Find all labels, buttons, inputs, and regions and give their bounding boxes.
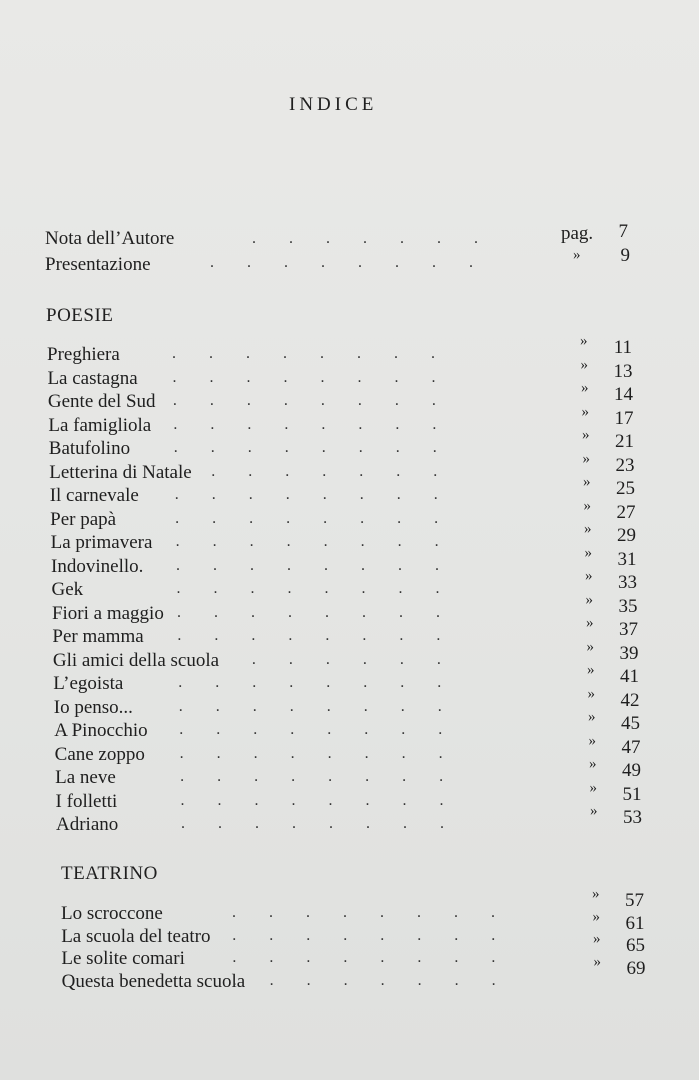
entry-label: A Pinocchio	[54, 720, 148, 741]
dot-leader: ........	[177, 627, 474, 644]
dot-leader: ........	[176, 556, 473, 574]
dot-leader: ........	[173, 439, 470, 456]
dot-leader: ........	[180, 768, 477, 785]
ditto-mark: »	[593, 931, 601, 947]
page-number: 27	[616, 501, 636, 523]
entry-label: La scuola del teatro	[61, 925, 211, 947]
ditto-mark: »	[580, 356, 588, 373]
dot-leader: ........	[172, 368, 469, 386]
ditto-mark: »	[588, 709, 596, 725]
entry-label: La primavera	[50, 532, 153, 553]
toc-entry	[0, 615, 699, 650]
entry-label: Fiori a maggio	[51, 602, 164, 624]
toc-entry	[0, 568, 699, 603]
page-prefix: pag.	[561, 223, 594, 244]
page-number: 42	[620, 689, 640, 711]
ditto-mark: »	[582, 427, 590, 443]
toc-entry	[0, 245, 699, 278]
entry-label: Il carnevale	[49, 485, 139, 506]
ditto-mark: »	[585, 568, 593, 584]
page-number: 35	[618, 595, 638, 617]
page-number: 31	[617, 548, 637, 570]
ditto-mark: »	[584, 521, 592, 537]
ditto-mark: »	[573, 247, 581, 263]
ditto-mark: »	[582, 450, 590, 467]
ditto-mark: »	[585, 591, 593, 608]
entry-label: La neve	[55, 767, 116, 788]
page-number: 65	[626, 935, 645, 956]
ditto-mark: »	[581, 380, 589, 396]
ditto-mark: »	[581, 403, 589, 420]
ditto-mark: »	[586, 615, 594, 631]
entry-label: I folletti	[55, 790, 118, 812]
ditto-mark: »	[583, 497, 591, 514]
entry-label: La castagna	[47, 367, 138, 389]
dot-leader: ........	[232, 971, 529, 989]
entry-label: La famigliola	[48, 414, 152, 436]
entry-label: L’egoista	[53, 673, 124, 694]
dot-leader: .......	[252, 230, 511, 247]
ditto-mark: »	[583, 474, 591, 490]
dot-leader: ........	[210, 254, 506, 271]
ditto-mark: »	[584, 544, 592, 561]
toc-entry	[0, 591, 699, 627]
page-number: 41	[620, 666, 639, 687]
toc-entry	[0, 803, 699, 838]
entry-label: Questa benedetta scuola	[61, 970, 246, 992]
entry-label: Gente del Sud	[47, 391, 156, 412]
dot-leader: ........	[178, 674, 475, 691]
dot-leader: ........	[176, 603, 473, 621]
ditto-mark: »	[592, 908, 600, 925]
page-number: 69	[626, 957, 646, 979]
dot-leader: ........	[179, 721, 476, 738]
dot-leader: ........	[177, 650, 474, 668]
dot-leader: ........	[173, 415, 470, 433]
toc-entry	[0, 521, 699, 556]
entry-label: Nota dell’Autore	[45, 228, 175, 249]
entry-label: Per papà	[50, 508, 117, 530]
section-heading-teatrino: TEATRINO	[61, 863, 158, 884]
entry-label: Gek	[51, 579, 84, 600]
page-number: 11	[613, 337, 632, 358]
ditto-mark: »	[589, 756, 597, 772]
dot-leader: ........	[175, 533, 472, 550]
toc-entry	[0, 544, 699, 580]
dot-leader: ........	[178, 697, 475, 715]
dot-leader: ........	[174, 462, 471, 480]
page-number: 53	[623, 807, 642, 828]
page-number: 9	[620, 245, 630, 266]
entry-label: Lo scroccone	[61, 903, 163, 924]
entry-label: Indovinello.	[51, 555, 144, 577]
index-title: INDICE	[289, 94, 378, 115]
ditto-mark: »	[590, 803, 598, 819]
dot-leader: ........	[174, 486, 471, 503]
entry-label: Cane zoppo	[54, 743, 145, 765]
entry-label: Io penso...	[53, 696, 133, 718]
dot-leader: ........	[180, 791, 477, 809]
entry-label: Adriano	[56, 814, 119, 835]
entry-label: Per mamma	[52, 626, 144, 647]
page-number: 51	[622, 783, 642, 805]
entry-label: Le solite comari	[61, 948, 185, 969]
page-number: 13	[613, 360, 633, 382]
page-number: 39	[619, 642, 639, 664]
entry-label: Gli amici della scuola	[52, 649, 220, 671]
page-number: 33	[618, 572, 637, 593]
page-number: 25	[616, 478, 635, 499]
page-number: 29	[617, 525, 636, 546]
section-heading-poesie: POESIE	[46, 305, 114, 326]
ditto-mark: »	[588, 732, 596, 749]
dot-leader: ........	[172, 345, 468, 362]
ditto-mark: »	[586, 638, 594, 655]
dot-leader: ........	[179, 744, 476, 762]
page-number: 47	[621, 736, 641, 758]
entry-label: Batufolino	[48, 438, 131, 459]
entry-label: Preghiera	[47, 344, 120, 365]
ditto-mark: »	[593, 953, 601, 970]
page-number: 17	[614, 407, 634, 429]
ditto-mark: »	[587, 685, 595, 702]
dot-leader: ........	[172, 392, 469, 409]
dot-leader: ........	[181, 815, 477, 832]
ditto-mark: »	[587, 662, 595, 678]
page-number: 45	[621, 713, 640, 734]
page-number: 7	[618, 221, 628, 242]
page-number: 61	[625, 912, 645, 934]
toc-entry	[0, 497, 699, 533]
dot-leader: ........	[175, 509, 472, 527]
ditto-mark: »	[592, 886, 600, 902]
dot-leader: ........	[232, 926, 529, 944]
entry-label: Letterina di Natale	[49, 461, 192, 483]
dot-leader: ........	[232, 904, 528, 921]
page-number: 57	[625, 890, 644, 911]
page-number: 23	[615, 454, 635, 476]
page-number: 37	[619, 619, 638, 640]
page-number: 21	[615, 431, 634, 452]
page-number: 49	[622, 760, 641, 781]
ditto-mark: »	[580, 333, 588, 349]
ditto-mark: »	[589, 779, 597, 796]
entry-label: Presentazione	[45, 254, 151, 275]
dot-leader: ........	[176, 580, 473, 597]
dot-leader: ........	[232, 949, 529, 966]
page-number: 14	[614, 384, 633, 405]
toc-entry	[0, 474, 699, 509]
